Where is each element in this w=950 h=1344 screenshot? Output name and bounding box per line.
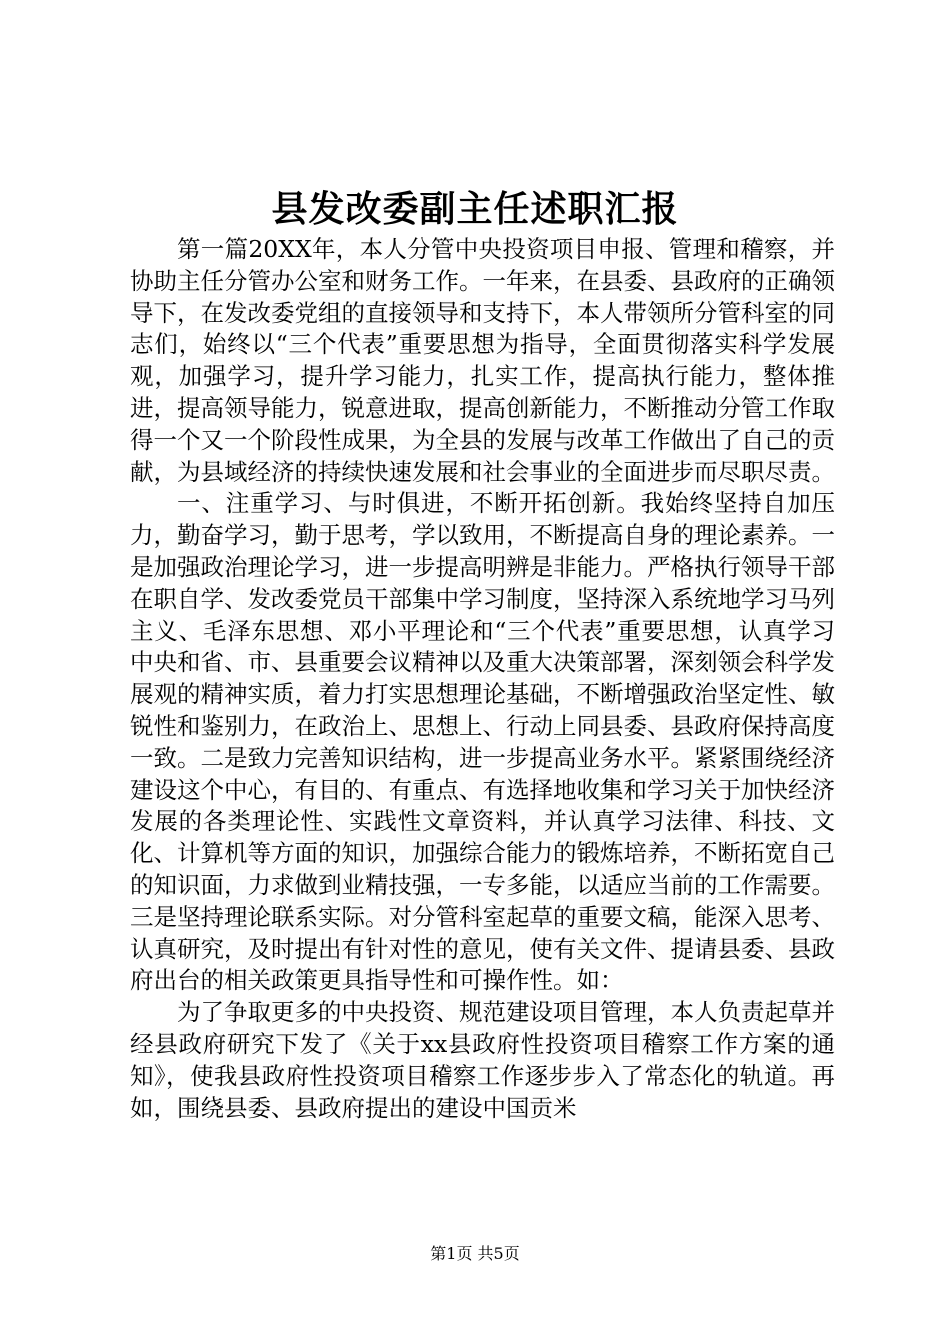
document-title: 县发改委副主任述职汇报 — [271, 188, 679, 230]
body-paragraph: 一、注重学习、与时俱进，不断开拓创新。我始终坚持自加压力，勤奋学习，勤于思考，学以致用，不断提高自身的理论素养。一是加强政治理论学习，进一步提高明辨是非能力。严格执行领导干部在职自学、发改委党员干部集中学习制度，坚持深入系统地学习马列主义、毛泽东思想、邓小平理论和“三个代表”重要思想，认真学习中央和省、市、县重要会议精神以及重大决策部署，深刻领会科学发展观的精神实质，着力打实思想理论基础，不断增强政治坚定性、敏锐性和鉴别力，在政治上、思想上、行动上同县委、县政府保持高度一致。二是致力完善知识结构，进一步提高业务水平。紧紧围绕经济建设这个中心，有目的、有重点、有选择地收集和学习关于加快经济发展的各类理论性、实践性文章资料，并认真学习法律、科技、文化、计算机等方面的知识，加强综合能力的锻炼培养，不断拓宽自己的知识面，力求做到业精技强，一专多能，以适应当前的工作需要。三是坚持理论联系实际。对分管科室起草的重要文稿，能深入思考、认真研究，及时提出有针对性的意见，使有关文件、提请县委、县政府出台的相关政策更具指导性和可操作性。如： — [130, 489, 835, 995]
document-body — [130, 234, 835, 1124]
body-paragraph: 为了争取更多的中央投资、规范建设项目管理，本人负责起草并经县政府研究下发了《关于xx县政府性投资项目稽察工作方案的通知》，使我县政府性投资项目稽察工作逐步步入了常态化的轨道。再如，围绕县委、县政府提出的建设中国贡米 — [130, 998, 835, 1122]
page-number-footer: 第1页 共5页 — [430, 1244, 520, 1263]
body-paragraph: 第一篇20XX年，本人分管中央投资项目申报、管理和稽察，并协助主任分管办公室和财务工作。一年来，在县委、县政府的正确领导下，在发改委党组的直接领导和支持下，本人带领所分管科室的同志们，始终以“三个代表”重要思想为指导，全面贯彻落实科学发展观，加强学习，提升学习能力，扎实工作，提高执行能力，整体推进，提高领导能力，锐意进取，提高创新能力，不断推动分管工作取得一个又一个阶段性成果，为全县的发展与改革工作做出了自己的贡献，为县域经济的持续快速发展和社会事业的全面进步而尽职尽责。 — [130, 235, 835, 486]
